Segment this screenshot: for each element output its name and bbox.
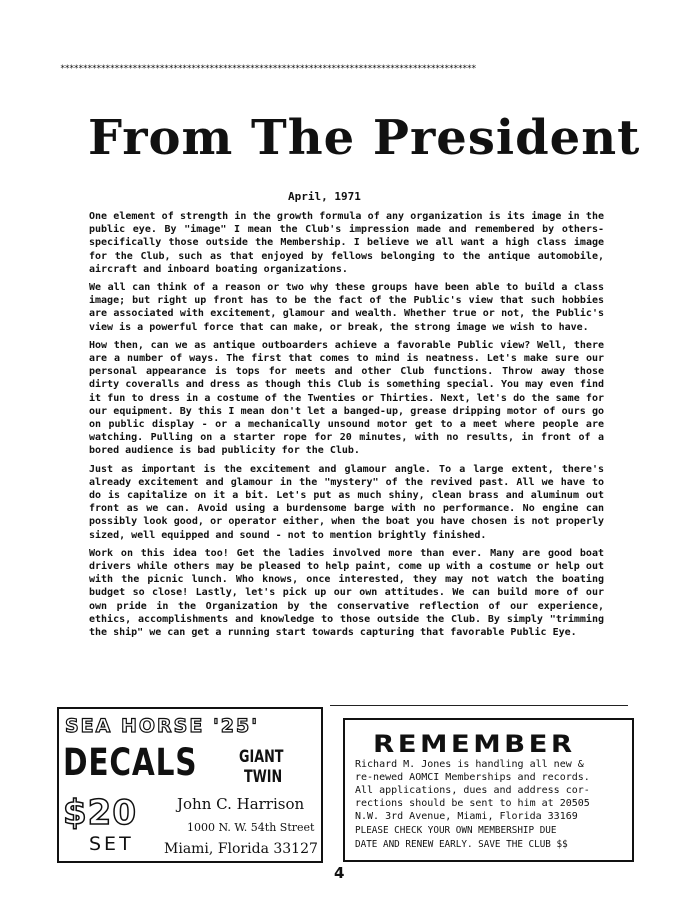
- article-paragraph: Just as important is the excitement and glamour angle. To a large extent, there's already excitement and glamour in the "mystery" of the revived past. All we have to do is capitalize on it a bit. Let's put as much shiny, clean brass and aluminum out front as we can. Avoid using a burdensome barge with no performance. No engine can possibly look good, or operator either, when the boat you have chosen is not properly sized, well equipped and sound - not to mention brightly finished.: [89, 463, 604, 541]
- ad-twin-label: TWIN: [244, 767, 283, 787]
- notice-line: PLEASE CHECK YOUR OWN MEMBERSHIP DUE: [355, 825, 557, 836]
- notice-line: Richard M. Jones is handling all new &: [355, 759, 584, 770]
- ad-seller-name: John C. Harrison: [177, 795, 305, 813]
- article-paragraph: How then, can we as antique outboarders achieve a favorable Public view? Well, there are a number of ways. The first that comes to mind is neatness. Let's make sure our personal appearance is tops for meets and other Club functions. Throw away those dirty coveralls and dress as though this Club is something special. You may even find it fun to dress in a costume of the Twenties or Thirties. Next, let's do the same for our equipment. By this I mean don't let a banged-up, grease dripping motor of ours go on public display - or a mechanically unsound motor get to a meet where people are watching. Pulling on a starter rope for 20 minutes, with no results, in front of a bored audience is bad publicity for the Club.: [89, 339, 604, 457]
- ad-street: 1000 N. W. 54th Street: [187, 821, 315, 834]
- decal-advertisement: [57, 707, 323, 863]
- notice-text: [355, 758, 625, 851]
- ad-unit: SET: [89, 833, 134, 855]
- notice-heading: REMEMBER: [373, 730, 576, 758]
- notice-line: rections should be sent to him at 20505: [355, 798, 590, 809]
- article-paragraph: One element of strength in the growth formula of any organization is its image in the public eye. By "image" I mean the Club's impression made and remembered by others- specifically those outside the Membership. I believe we all want a high class image for the Club, such as that enjoyed by fellows belonging to the antique automobile, aircraft and inboard boating organizations.: [89, 211, 604, 275]
- star-divider: ********************************************************************************************: [60, 64, 476, 74]
- ad-giant-label: GIANT: [239, 747, 284, 767]
- remember-notice: [343, 718, 634, 862]
- page-title: From The President: [88, 110, 641, 166]
- ad-product: DECALS: [63, 741, 198, 784]
- notice-line: re-newed AOMCI Memberships and records.: [355, 772, 590, 783]
- notice-line: All applications, dues and address cor-: [355, 785, 590, 796]
- article-paragraph: We all can think of a reason or two why these groups have been able to build a class image; but right up front has to be the fact of the Public's view that such hobbies are associated with excitement, glamour and wealth. Whether true or not, the Public's view is a powerful force that can make, or break, the strong image we wish to have.: [89, 282, 604, 333]
- article-date: April, 1971: [288, 190, 361, 203]
- notice-line: DATE AND RENEW EARLY. SAVE THE CLUB $$: [355, 839, 568, 850]
- ad-price: $20: [63, 793, 137, 833]
- article-body: [89, 210, 604, 644]
- page-number: 4: [334, 864, 345, 882]
- ad-city: Miami, Florida 33127: [164, 841, 318, 857]
- divider-line: [330, 705, 628, 706]
- ad-headline: SEA HORSE '25': [65, 715, 260, 737]
- article-paragraph: Work on this idea too! Get the ladies involved more than ever. Many are good boat drivers while others may be pleased to help paint, come up with a costume or help out with the picnic lunch. Who knows, once interested, they may not watch the boating budget so close! Lastly, let's pick up our own attitudes. We can build more of our own pride in the Organization by the conservative reflection of our experience, ethics, accomplishments and knowledge to those outside the Club. By simply "trimming the ship" we can get a running start towards capturing that favorable Public Eye.: [89, 547, 604, 639]
- notice-line: N.W. 3rd Avenue, Miami, Florida 33169: [355, 811, 578, 822]
